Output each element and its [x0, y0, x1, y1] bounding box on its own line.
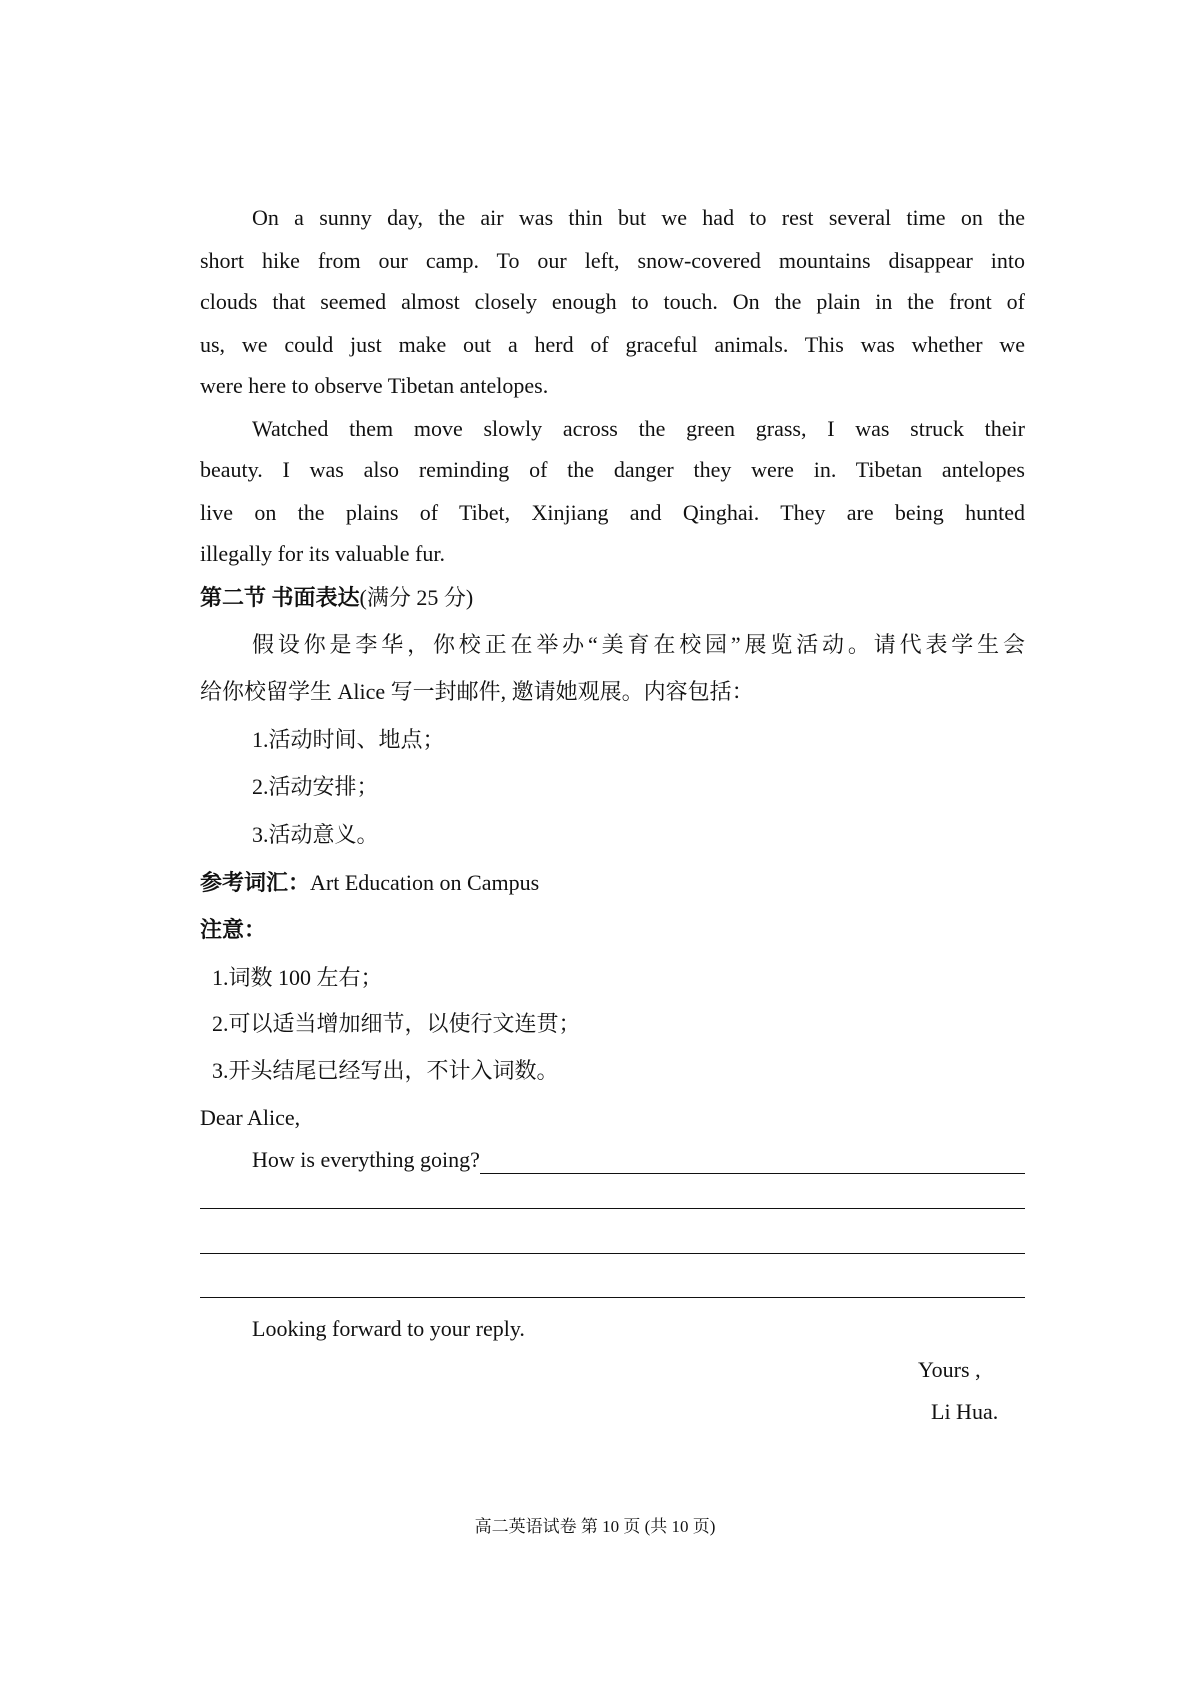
letter-signoff: Yours , — [918, 1357, 981, 1382]
letter-greeting: Dear Alice, — [200, 1105, 301, 1130]
letter-signature: Li Hua. — [931, 1399, 999, 1424]
notes-label: 注意： — [200, 917, 267, 942]
section-title: 第二节 书面表达 — [200, 585, 360, 610]
prompt-line: 假设你是李华，你校正在举办“美育在校园”展览活动。请代表学生会 — [252, 632, 1025, 657]
page-footer: 高二英语试卷 第 10 页 (共 10 页) — [474, 1517, 716, 1536]
note-item: 2.可以适当增加细节，以使行文连贯； — [212, 1011, 581, 1036]
passage-line: illegally for its valuable fur. — [200, 541, 445, 566]
answer-line[interactable] — [200, 1208, 1025, 1209]
answer-line[interactable] — [200, 1253, 1025, 1254]
point-item: 3.活动意义。 — [252, 822, 379, 847]
passage-line: clouds that seemed almost closely enough to touch. On the plain in the front of — [200, 289, 1025, 314]
vocab-text: Art Education on Campus — [310, 870, 540, 895]
passage-line: were here to observe Tibetan antelopes. — [200, 373, 549, 398]
point-item: 1.活动时间、地点； — [252, 727, 445, 752]
note-item: 3.开头结尾已经写出，不计入词数。 — [212, 1058, 559, 1083]
vocab-line — [200, 869, 1025, 897]
passage-line: short hike from our camp. To our left, snow-covered mountains disappear into — [200, 248, 1025, 273]
answer-blank[interactable] — [480, 1153, 1025, 1174]
vocab-label: 参考词汇： — [200, 870, 311, 895]
passage-line: On a sunny day, the air was thin but we had to rest several time on the — [252, 205, 1025, 230]
answer-line[interactable] — [200, 1297, 1025, 1298]
section-score: (满分 25 分) — [359, 585, 474, 610]
letter-opening: How is everything going? — [252, 1147, 480, 1172]
passage-line: beauty. I was also reminding of the danger they were in. Tibetan antelopes — [200, 457, 1025, 482]
passage-line: Watched them move slowly across the green grass, I was struck their — [252, 416, 1025, 441]
passage-line: live on the plains of Tibet, Xinjiang and Qinghai. They are being hunted — [200, 500, 1025, 525]
passage-line: us, we could just make out a herd of graceful animals. This was whether we — [200, 332, 1025, 357]
point-item: 2.活动安排； — [252, 774, 379, 799]
section-heading — [200, 584, 1025, 612]
prompt-line: 给你校留学生 Alice 写一封邮件, 邀请她观展。内容包括： — [200, 679, 754, 704]
letter-closing: Looking forward to your reply. — [252, 1316, 525, 1341]
letter-opening-line — [252, 1146, 1025, 1174]
note-item: 1.词数 100 左右； — [212, 965, 383, 990]
